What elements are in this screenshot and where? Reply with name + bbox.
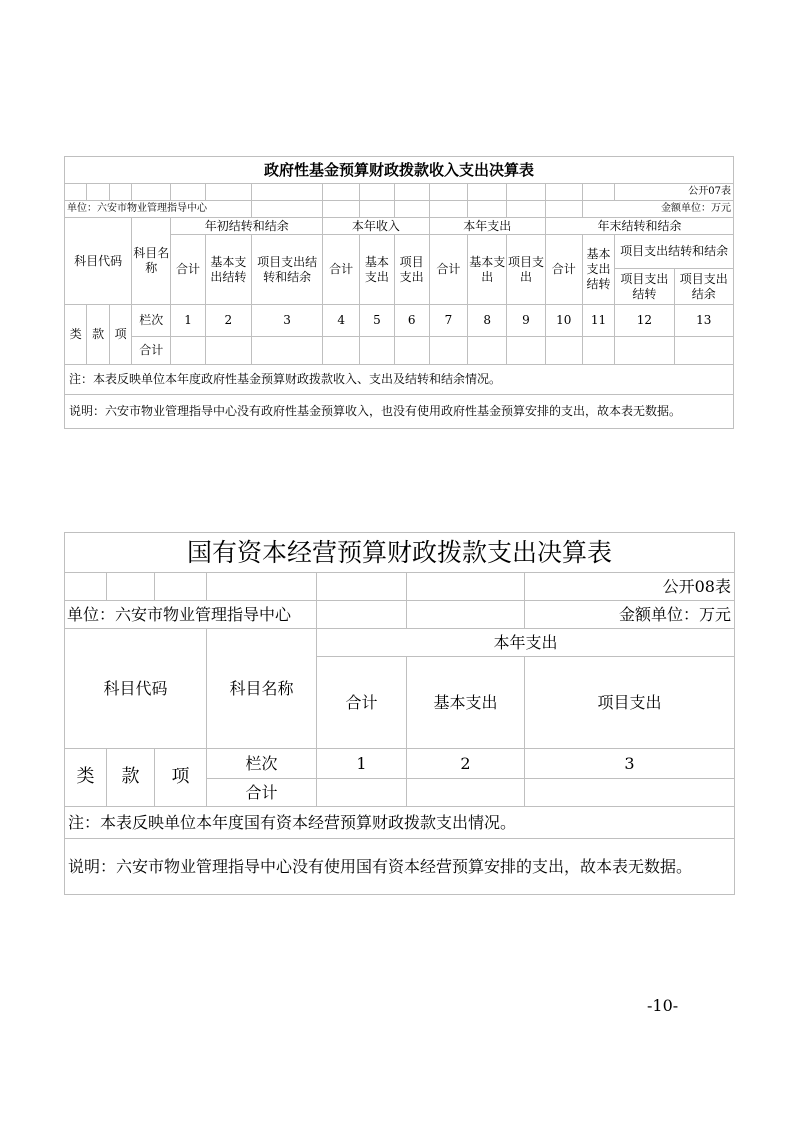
table1-group-income: 本年收入 <box>323 218 429 235</box>
page-number: -10- <box>647 996 679 1015</box>
table1-h-basic-exp-2: 基本支出 <box>360 235 395 305</box>
table1-num: 4 <box>323 305 360 337</box>
table1-num: 6 <box>394 305 429 337</box>
table1-num: 10 <box>545 305 582 337</box>
table2-explanation: 说明：六安市物业管理指导中心没有使用国有资本经营预算安排的支出，故本表无数据。 <box>65 839 735 895</box>
table1-group-opening: 年初结转和结余 <box>171 218 323 235</box>
table1-num: 5 <box>360 305 395 337</box>
table1-h-total-4: 合计 <box>545 235 582 305</box>
table1-num: 13 <box>674 305 733 337</box>
state-capital-budget-table <box>64 532 735 895</box>
table1-total-label: 合计 <box>132 337 171 365</box>
table2-num: 2 <box>407 749 525 779</box>
table1-group-expense: 本年支出 <box>429 218 545 235</box>
table2-h-basic-exp: 基本支出 <box>407 657 525 749</box>
table1-group-closing: 年末结转和结余 <box>545 218 733 235</box>
table2-title: 国有资本经营预算财政拨款支出决算表 <box>65 533 735 573</box>
table1-num: 8 <box>468 305 507 337</box>
table1-num: 7 <box>429 305 468 337</box>
table1-h-total-2: 合计 <box>323 235 360 305</box>
table1-lanci: 栏次 <box>132 305 171 337</box>
table2-code: 公开08表 <box>525 573 735 601</box>
table1-h-project-carry-balance-4: 项目支出结转和结余 <box>615 235 734 269</box>
table1-note: 注：本表反映单位本年度政府性基金预算财政拨款收入、支出及结转和结余情况。 <box>65 365 734 395</box>
table2-num: 3 <box>525 749 735 779</box>
table2-xiang: 项 <box>155 749 207 807</box>
table2-lei: 类 <box>65 749 107 807</box>
table2-amount-unit: 金额单位：万元 <box>525 601 735 629</box>
table1-code: 公开07表 <box>615 184 734 201</box>
table1-h-basic-carry-1: 基本支出结转 <box>205 235 251 305</box>
table2-num: 1 <box>317 749 407 779</box>
table1-num: 9 <box>507 305 546 337</box>
table2-col-name: 科目名称 <box>207 629 317 749</box>
table1-num: 1 <box>171 305 206 337</box>
table1-kuan: 款 <box>87 305 109 365</box>
table1-h-total-3: 合计 <box>429 235 468 305</box>
table1-amount-unit: 金额单位：万元 <box>582 201 733 218</box>
table1-h-project-exp-3: 项目支出 <box>507 235 546 305</box>
table1-xiang: 项 <box>109 305 131 365</box>
table2-col-code: 科目代码 <box>65 629 207 749</box>
table1-col-name: 科目名称 <box>132 218 171 305</box>
table1-h-project-carry: 项目支出结转 <box>615 269 674 305</box>
table1-num: 2 <box>205 305 251 337</box>
table1-h-project-exp-2: 项目支出 <box>394 235 429 305</box>
table1-h-project-carry-balance-1: 项目支出结转和结余 <box>251 235 322 305</box>
table1-h-basic-carry-4: 基本支出结转 <box>582 235 615 305</box>
table1-h-project-balance: 项目支出结余 <box>674 269 733 305</box>
table1-col-code: 科目代码 <box>65 218 132 305</box>
table2-kuan: 款 <box>107 749 155 807</box>
table1-num: 12 <box>615 305 674 337</box>
table1-lei: 类 <box>65 305 87 365</box>
table1-h-basic-exp-3: 基本支出 <box>468 235 507 305</box>
table1-h-total-1: 合计 <box>171 235 206 305</box>
table2-group: 本年支出 <box>317 629 735 657</box>
gov-fund-budget-table <box>64 156 734 429</box>
table2-h-total: 合计 <box>317 657 407 749</box>
table1-explanation: 说明：六安市物业管理指导中心没有政府性基金预算收入，也没有使用政府性基金预算安排的支出，故本表无数据。 <box>65 395 734 429</box>
table1-unit: 单位：六安市物业管理指导中心 <box>65 201 252 218</box>
table2-unit: 单位：六安市物业管理指导中心 <box>65 601 317 629</box>
table2-total-label: 合计 <box>207 779 317 807</box>
table2-h-project-exp: 项目支出 <box>525 657 735 749</box>
table1-num: 11 <box>582 305 615 337</box>
table1-num: 3 <box>251 305 322 337</box>
table2-lanci: 栏次 <box>207 749 317 779</box>
table1-title: 政府性基金预算财政拨款收入支出决算表 <box>65 157 734 184</box>
table2-note: 注：本表反映单位本年度国有资本经营预算财政拨款支出情况。 <box>65 807 735 839</box>
